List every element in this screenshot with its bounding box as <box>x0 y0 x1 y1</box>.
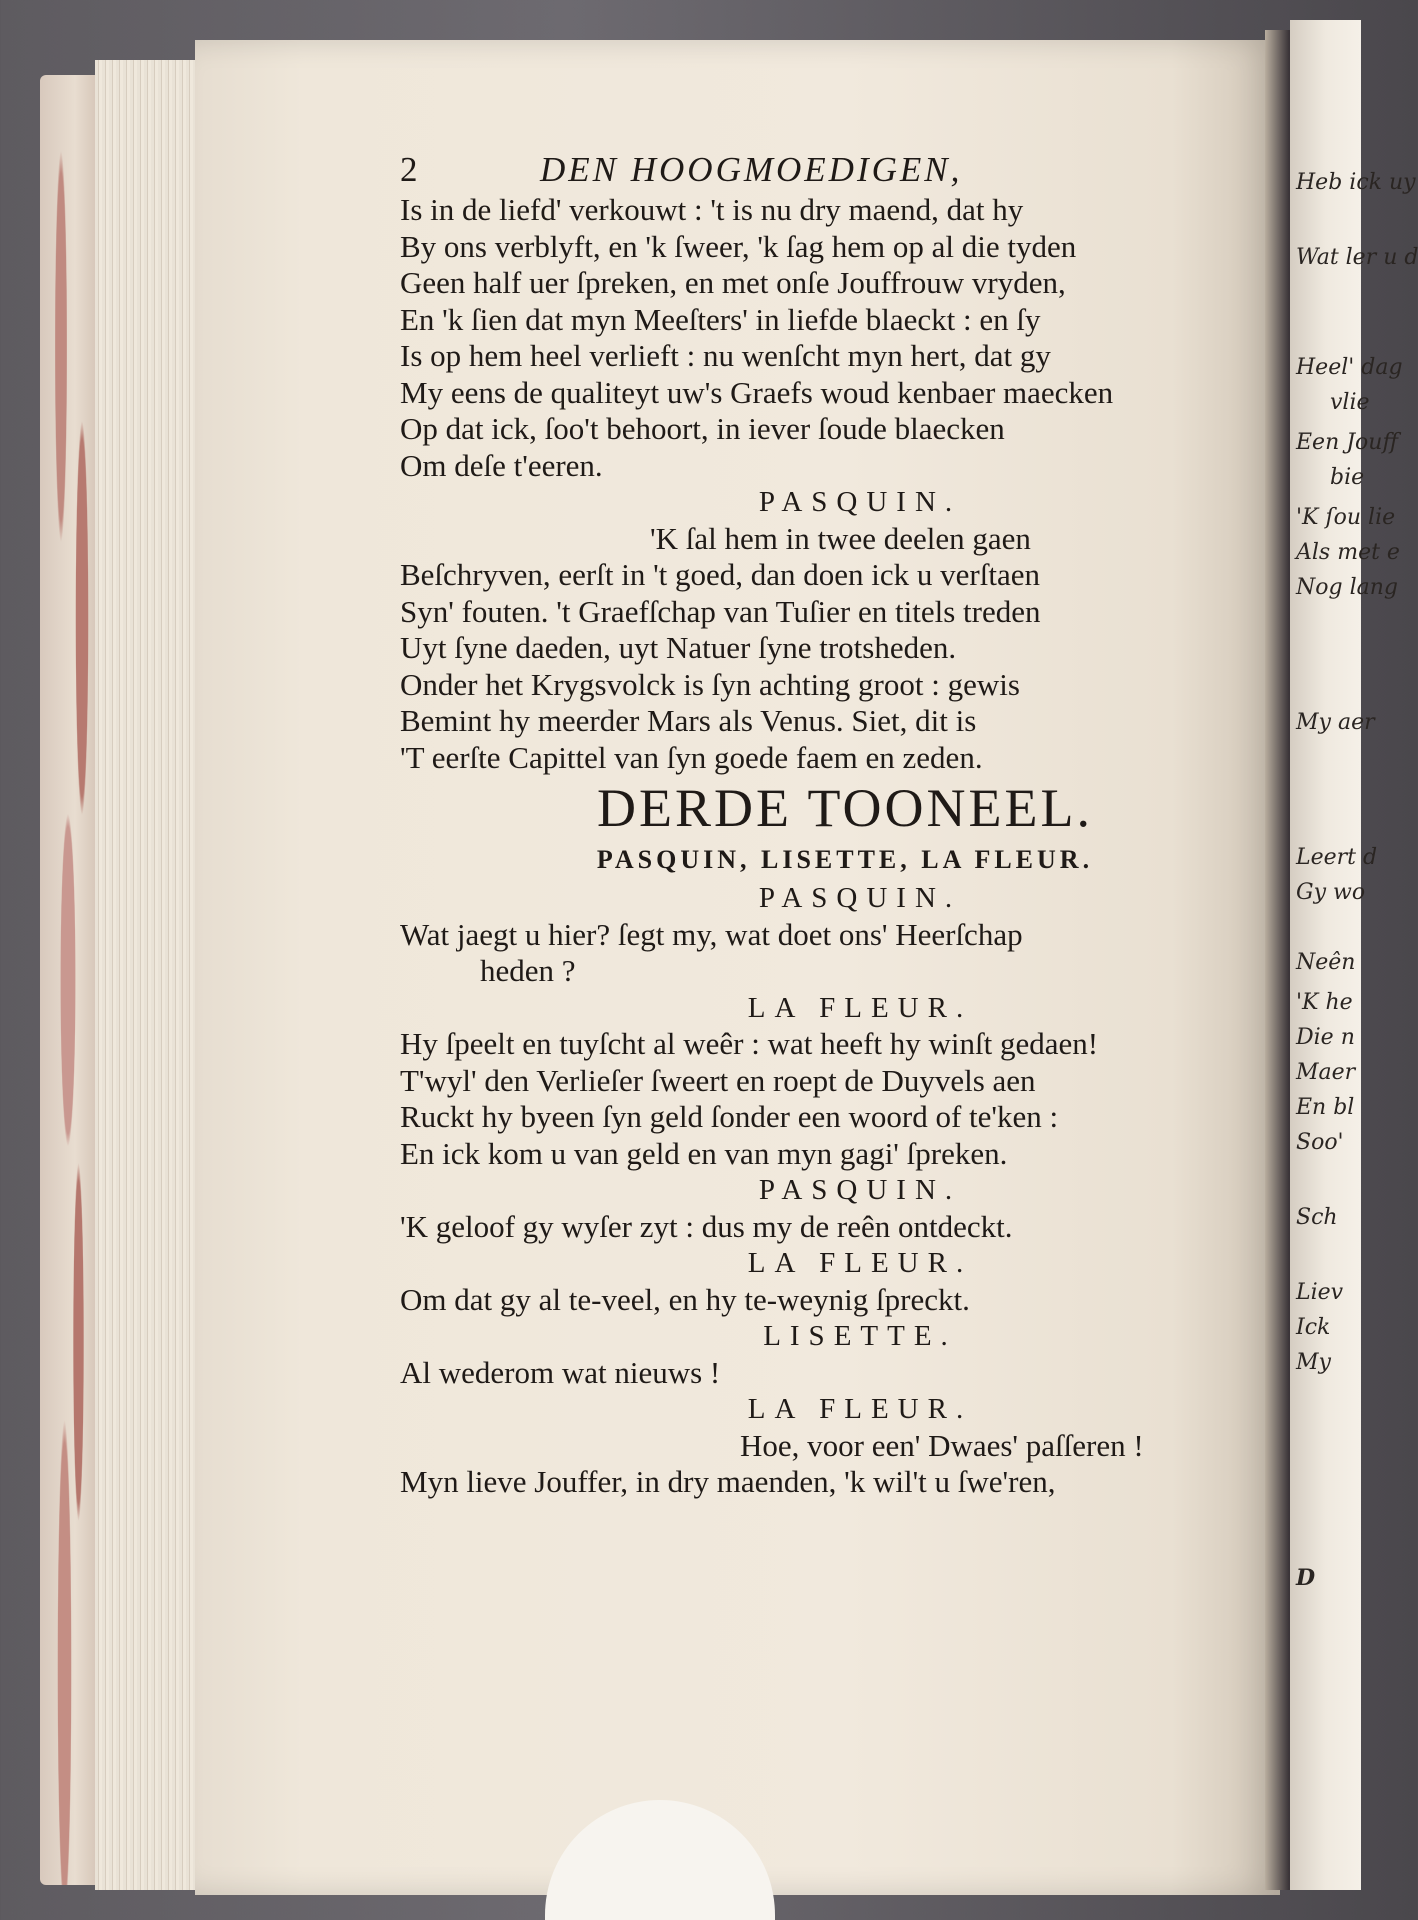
verse-line: T'wyl' den Verlieſer ſweert en roept de Duyvels aen <box>400 1062 1036 1098</box>
facing-fragment: My <box>1296 1350 1331 1375</box>
verse-line: 'K ſal hem in twee deelen gaen <box>650 520 1031 556</box>
verse-line: Al wederom wat nieuws ! <box>400 1354 721 1390</box>
verse-line: Hoe, voor een' Dwaes' paſſeren ! <box>740 1427 1144 1463</box>
facing-fragment: Soo' <box>1296 1130 1344 1155</box>
facing-fragment: Die n <box>1296 1025 1355 1050</box>
facing-fragment: My aer <box>1296 710 1375 735</box>
facing-fragment: Een Jouff <box>1296 430 1399 455</box>
speaker-heading: LISETTE. <box>763 1320 957 1352</box>
facing-fragment: Leert d <box>1296 845 1378 870</box>
verse-line: Ruckt hy byeen ſyn geld ſonder een woord of te'ken : <box>400 1099 1059 1134</box>
verse-line: Geen half uer ſpreken, en met onſe Jouffrouw vryden, <box>400 265 1066 300</box>
verse-line: Bemint hy meerder Mars als Venus. Siet, dit is <box>400 703 977 738</box>
verse-line: Hy ſpeelt en tuyſcht al weêr : wat heeft hy winſt gedaen! <box>400 1026 1099 1061</box>
verse-line: En 'k ſien dat myn Meeſters' in liefde blaeckt : en ſy <box>400 301 1041 337</box>
facing-fragment: Liev <box>1296 1280 1344 1305</box>
verse-line: Uyt ſyne daeden, uyt Natuer ſyne trotsheden. <box>400 630 957 665</box>
facing-fragment: vlie <box>1330 390 1370 415</box>
verse-line: Is in de liefd' verkouwt : 't is nu dry maend, dat hy <box>400 192 1024 227</box>
facing-fragment: 'K ſou lie <box>1296 505 1396 530</box>
verse-line: En ick kom u van geld en van myn gagi' ſpreken. <box>400 1135 1008 1171</box>
facing-fragment: Heel' dag <box>1296 355 1403 380</box>
facing-fragment: Ick <box>1296 1315 1331 1340</box>
verse-line: Wat jaegt u hier? ſegt my, wat doet ons' Heerſchap <box>400 916 1023 952</box>
verse-line: Is op hem heel verlieft : nu wenſcht myn hert, dat gy <box>400 338 1051 373</box>
speaker-heading: LA FLEUR. <box>747 991 973 1024</box>
verse-line: 'T eerſte Capittel van ſyn goede faem en zeden. <box>400 739 983 775</box>
scene-characters: PASQUIN, LISETTE, LA FLEUR. <box>596 845 1094 874</box>
facing-fragment: Gy wo <box>1296 880 1366 905</box>
facing-fragment: Als met e <box>1296 540 1400 565</box>
verse-line: My eens de qualiteyt uw's Graefs woud kenbaer maecken <box>400 374 1114 410</box>
speaker-heading: PASQUIN. <box>758 1174 962 1206</box>
running-title: DEN HOOGMOEDIGEN, <box>540 150 963 189</box>
facing-fragment: Maer <box>1296 1060 1356 1085</box>
verse-line: Om dat gy al te-veel, en hy te-weynig ſpreckt. <box>400 1281 970 1317</box>
running-head <box>400 150 1240 192</box>
page-text <box>400 150 1240 1501</box>
verse-line: Op dat ick, ſoo't behoort, in iever ſoude blaecken <box>400 411 1005 446</box>
verse-line: Beſchryven, eerſt in 't goed, dan doen ick u verſtaen <box>400 557 1040 592</box>
verse-line: 'K geloof gy wyſer zyt : dus my de reên ontdeckt. <box>400 1208 1013 1244</box>
facing-fragment: Heb ick uy <box>1296 170 1416 195</box>
verse-line: Myn lieve Jouffer, in dry maenden, 'k wil't u ſwe'ren, <box>400 1464 1056 1499</box>
facing-fragment: Sch <box>1296 1205 1338 1230</box>
speaker-heading: LA FLEUR. <box>747 1393 973 1425</box>
speaker-heading: LA FLEUR. <box>747 1247 973 1279</box>
facing-page <box>1290 20 1418 1890</box>
facing-fragment: 'K he <box>1296 990 1353 1015</box>
verse-line: Om deſe t'eeren. <box>400 447 603 483</box>
facing-fragment: Neên <box>1296 950 1356 975</box>
speaker-heading: PASQUIN. <box>758 882 962 914</box>
scene-title: DERDE TOONEEL. <box>597 778 1093 838</box>
verse-line: Syn' fouten. 't Graefſchap van Tuſier en titels treden <box>400 593 1041 629</box>
speaker-heading: PASQUIN. <box>758 486 962 518</box>
facing-fragment: Nog lang <box>1296 575 1398 600</box>
facing-fragment: bie <box>1330 465 1365 490</box>
facing-fragment: En bl <box>1296 1095 1355 1120</box>
verse-line: heden ? <box>480 953 576 988</box>
page-number: 2 <box>400 150 421 189</box>
facing-fragment: D <box>1296 1565 1316 1591</box>
verse-line: Onder het Krygsvolck is ſyn achting groot : gewis <box>400 666 1020 702</box>
facing-fragment: Wat ler u d <box>1296 245 1418 270</box>
verse-line: By ons verblyft, en 'k ſweer, 'k ſag hem op al die tyden <box>400 228 1077 264</box>
